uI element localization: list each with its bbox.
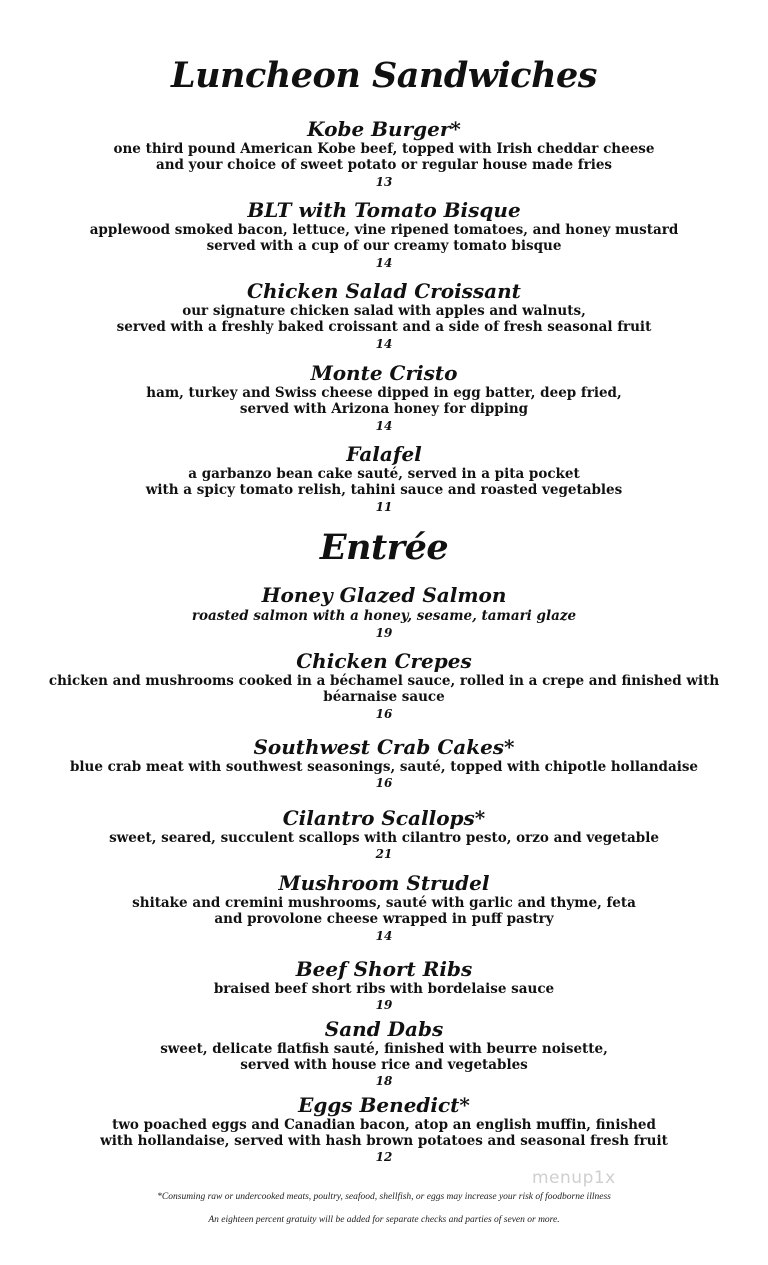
section-title-entree: Entrée [319,527,449,568]
item-description: chicken and mushrooms cooked in a béchamel sauce, rolled in a crepe and finished with [48,673,720,689]
item-price: 16 [375,776,393,790]
item-price: 14 [375,929,393,943]
item-price: 16 [375,707,393,721]
item-name: Honey Glazed Salmon [261,583,507,607]
item-price: 12 [375,1150,393,1164]
item-name: Kobe Burger* [307,117,461,141]
item-description: blue crab meat with southwest seasonings, sauté, topped with chipotle hollandaise [69,759,699,775]
item-price: 13 [375,175,393,189]
item-name: BLT with Tomato Bisque [247,198,521,222]
item-price: 11 [375,500,393,514]
item-description: roasted salmon with a honey, sesame, tamari glaze [191,608,577,624]
item-price: 19 [375,626,393,640]
item-name: Monte Cristo [310,361,458,385]
section-title-sandwiches: Luncheon Sandwiches [170,55,598,96]
item-description: shitake and cremini mushrooms, sauté with garlic and thyme, feta [132,895,636,911]
item-name: Cilantro Scallops* [282,806,486,830]
item-description: our signature chicken salad with apples and walnuts, [182,303,586,319]
item-description: sweet, delicate flatfish sauté, finished with beurre noisette, [160,1041,608,1057]
item-price: 19 [375,998,393,1012]
item-description: ham, turkey and Swiss cheese dipped in egg batter, deep fried, [146,385,622,401]
item-description: with hollandaise, served with hash brown potatoes and seasonal fresh fruit [100,1133,668,1149]
item-name: Mushroom Strudel [278,871,490,895]
item-description: with a spicy tomato relish, tahini sauce and roasted vegetables [145,482,623,498]
item-description: and your choice of sweet potato or regular house made fries [155,157,613,173]
item-name: Beef Short Ribs [295,957,473,981]
item-description: sweet, seared, succulent scallops with cilantro pesto, orzo and vegetable [109,830,659,846]
item-description: served with a freshly baked croissant and a side of fresh seasonal fruit [116,319,652,335]
item-description: applewood smoked bacon, lettuce, vine ripened tomatoes, and honey mustard [89,222,679,238]
item-name: Sand Dabs [324,1017,444,1041]
item-name: Chicken Crepes [296,649,472,673]
watermark-text: menup1x [532,1168,616,1188]
footnote-gratuity: An eighteen percent gratuity will be added for separate checks and parties of seven or more. [208,1215,560,1225]
item-price: 21 [375,847,393,861]
item-description: béarnaise sauce [323,689,445,705]
item-description: served with Arizona honey for dipping [239,401,529,417]
item-description: served with house rice and vegetables [240,1057,528,1073]
item-description: one third pound American Kobe beef, topped with Irish cheddar cheese [113,141,655,157]
item-price: 14 [375,419,393,433]
item-price: 18 [375,1074,393,1088]
item-price: 14 [375,337,393,351]
item-description: a garbanzo bean cake sauté, served in a pita pocket [188,466,580,482]
footnote-consumption: *Consuming raw or undercooked meats, poultry, seafood, shellfish, or eggs may increase your risk of foodborne illness [157,1192,611,1202]
item-name: Southwest Crab Cakes* [253,735,515,759]
item-description: two poached eggs and Canadian bacon, atop an english muffin, finished [112,1117,656,1133]
item-description: and provolone cheese wrapped in puff pastry [214,911,554,927]
item-name: Falafel [346,442,422,466]
item-name: Eggs Benedict* [298,1093,470,1117]
item-name: Chicken Salad Croissant [247,279,521,303]
item-price: 14 [375,256,393,270]
item-description: braised beef short ribs with bordelaise sauce [213,981,555,997]
item-description: served with a cup of our creamy tomato bisque [206,238,562,254]
